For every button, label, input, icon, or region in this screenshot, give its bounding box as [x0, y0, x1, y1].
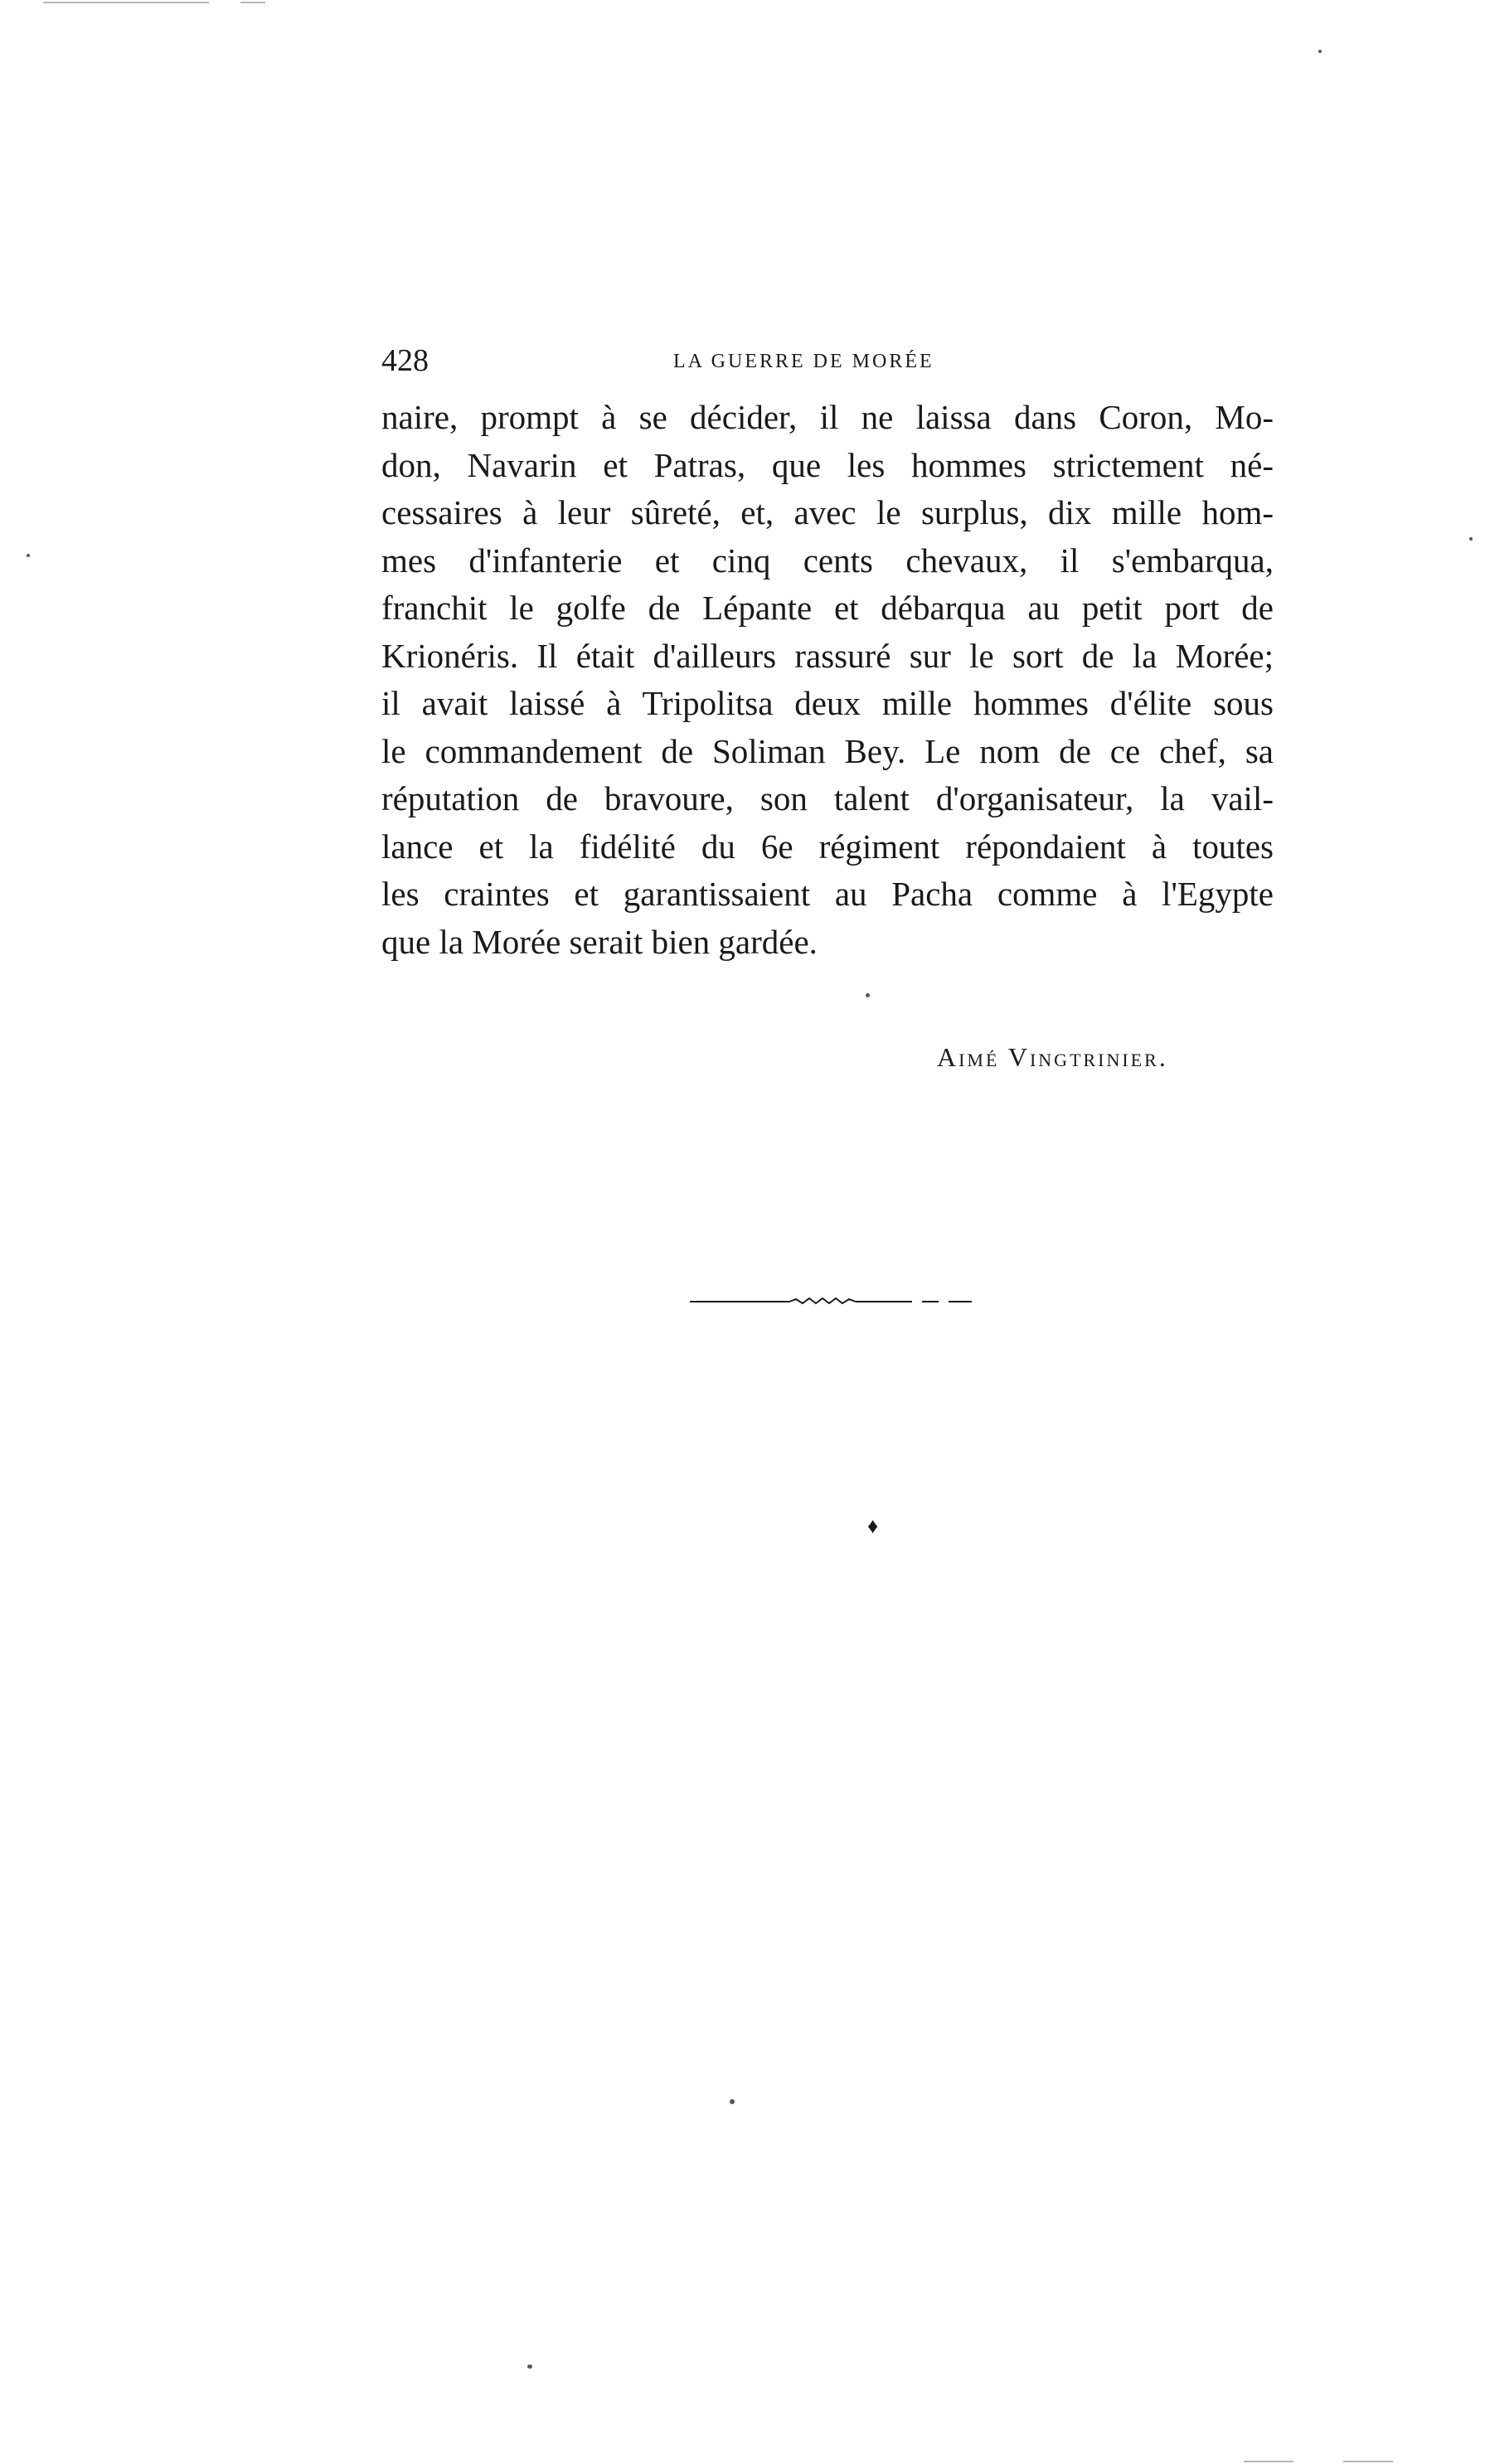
- text-line: mes d'infanterie et cinq cents chevaux, il s'embarqua,: [381, 541, 1274, 580]
- text-line: que la Morée serait bien gardée.: [381, 922, 818, 961]
- body-paragraph: [381, 394, 1274, 966]
- paper-speck: [1318, 50, 1322, 53]
- running-title: LA GUERRE DE MORÉE: [673, 351, 934, 372]
- text-line: lance et la fidélité du 6e régiment répondaient à toutes: [381, 827, 1274, 866]
- scan-edge-mark: [1343, 2461, 1393, 2462]
- paper-speck: [730, 2099, 735, 2104]
- paper-speck: [527, 2365, 532, 2369]
- author-signature: Aimé Vingtrinier.: [937, 1042, 1168, 1072]
- scan-edge-mark: [43, 2, 209, 3]
- paper-speck: [866, 993, 870, 997]
- paper-speck: [1469, 537, 1473, 541]
- text-line: cessaires à leur sûreté, et, avec le surplus, dix mille hom-: [381, 493, 1274, 531]
- text-line: réputation de bravoure, son talent d'organisateur, la vail-: [381, 779, 1274, 817]
- page-number: 428: [381, 343, 429, 378]
- ornamental-rule: [690, 1295, 972, 1307]
- text-line: il avait laissé à Tripolitsa deux mille hommes d'élite sous: [381, 684, 1274, 722]
- ornamental-rule-graphic: [690, 1295, 972, 1307]
- scan-edge-mark: [240, 2, 265, 3]
- text-line: Krionéris. Il était d'ailleurs rassuré sur le sort de la Morée;: [381, 636, 1274, 675]
- text-line: don, Navarin et Patras, que les hommes strictement né-: [381, 445, 1274, 484]
- paper-speck: [27, 554, 30, 557]
- page-header: [381, 340, 1277, 381]
- text-line: naire, prompt à se décider, il ne laissa dans Coron, Mo-: [381, 398, 1274, 436]
- text-line: les craintes et garantissaient au Pacha comme à l'Egypte: [381, 875, 1274, 913]
- fleuron-icon: ♦: [867, 1514, 879, 1538]
- text-line: franchit le golfe de Lépante et débarqua au petit port de: [381, 589, 1274, 627]
- text-line: le commandement de Soliman Bey. Le nom de ce chef, sa: [381, 731, 1274, 770]
- scan-edge-mark: [1244, 2461, 1293, 2462]
